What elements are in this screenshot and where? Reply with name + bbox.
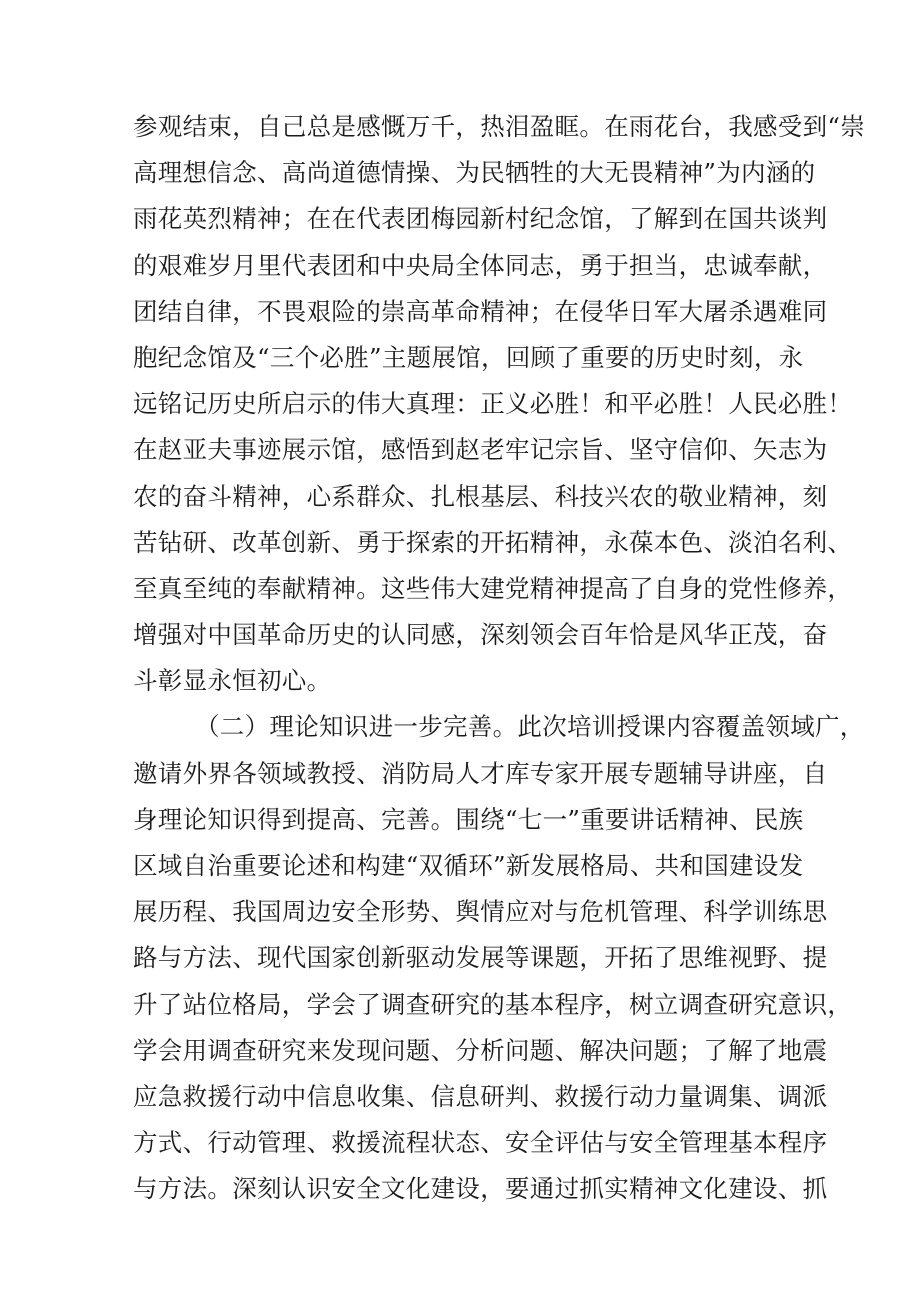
text-line: 区域自治重要论述和构建“双循环”新发展格局、共和国建设发: [133, 851, 804, 880]
text-line: 方式、行动管理、救援流程状态、安全评估与安全管理基本程序: [133, 1128, 828, 1158]
text-line: 身理论知识得到提高、完善。围绕“七一”重要讲话精神、民族: [133, 804, 804, 834]
text-line: 高理想信念、高尚道德情操、为民牺牲的大无畏精神”为内涵的: [133, 158, 816, 188]
text-line: 应急救援行动中信息收集、信息研判、救援行动力量调集、调派: [133, 1081, 828, 1111]
text-line: 升了站位格局，学会了调查研究的基本程序，树立调查研究意识，: [133, 989, 853, 1019]
text-line: 学会用调查研究来发现问题、分析问题、解决问题；了解了地震: [133, 1035, 828, 1065]
text-line: 的艰难岁月里代表团和中央局全体同志，勇于担当，忠诚奉献，: [133, 250, 828, 280]
text-line: 斗彰显永恒初心。: [133, 666, 332, 696]
text-line-indented: （二）理论知识进一步完善。此次培训授课内容覆盖领域广，: [195, 712, 865, 742]
paragraph-1: [133, 104, 866, 704]
text-line: 路与方法、现代国家创新驱动发展等课题，开拓了思维视野、提: [133, 943, 828, 973]
paragraph-2: [133, 704, 865, 1212]
text-line: 邀请外界各领域教授、消防局人才库专家开展专题辅导讲座，自: [133, 758, 828, 788]
text-line: 与方法。深刻认识安全文化建设，要通过抓实精神文化建设、抓: [133, 1174, 828, 1204]
body-text: [133, 104, 866, 1213]
text-line: 雨花英烈精神；在在代表团梅园新村纪念馆，了解到在国共谈判: [133, 204, 828, 234]
text-line: 展历程、我国周边安全形势、舆情应对与危机管理、科学训练思: [133, 897, 828, 927]
text-line: 在赵亚夫事迹展示馆，感悟到赵老牢记宗旨、坚守信仰、矢志为: [133, 435, 828, 465]
text-line: 至真至纯的奉献精神。这些伟大建党精神提高了自身的党性修养，: [133, 573, 853, 603]
text-line: 农的奋斗精神，心系群众、扎根基层、科技兴农的敬业精神，刻: [133, 481, 828, 511]
text-line: 苦钻研、改革创新、勇于探索的开拓精神，永葆本色、淡泊名利、: [133, 527, 853, 557]
text-line: 参观结束，自己总是感慨万千，热泪盈眶。在雨花台，我感受到“崇: [133, 112, 866, 141]
text-line: 胞纪念馆及“三个必胜”主题展馆，回顾了重要的历史时刻，永: [133, 342, 804, 372]
text-line: 增强对中国革命历史的认同感，深刻领会百年恰是风华正茂，奋: [133, 620, 828, 650]
text-line: 远铭记历史所启示的伟大真理：正义必胜！和平必胜！人民必胜！: [133, 389, 853, 419]
text-line: 团结自律，不畏艰险的崇高革命精神；在侵华日军大屠杀遇难同: [133, 296, 828, 326]
